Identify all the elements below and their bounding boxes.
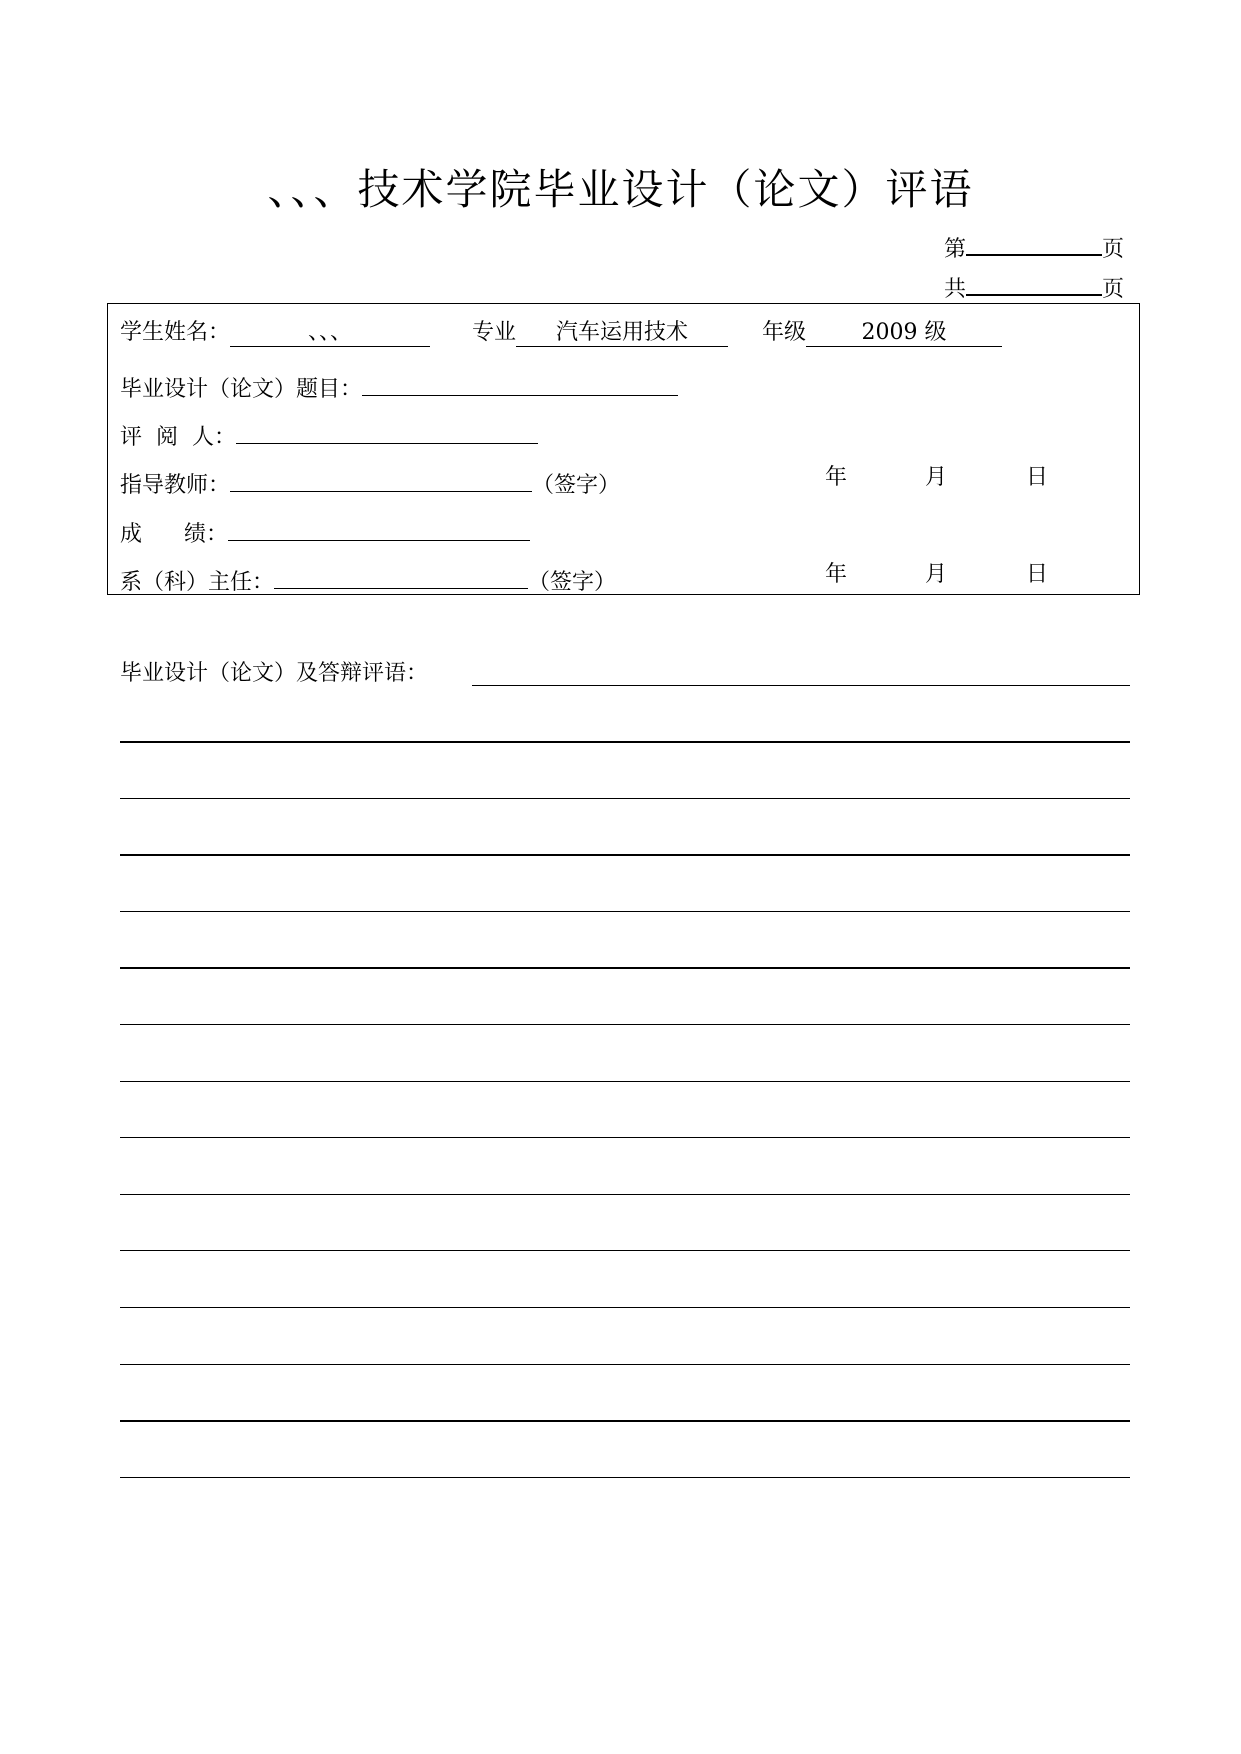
page-number [944, 232, 1124, 264]
comment-line[interactable] [120, 854, 1130, 856]
dept-month-label: 月 [925, 562, 948, 587]
comment-line[interactable] [120, 1420, 1130, 1422]
comments-label: 毕业设计（论文）及答辩评语： [120, 661, 429, 686]
grade-group [762, 318, 1002, 348]
comment-line[interactable] [120, 1250, 1130, 1251]
dept-head-label: 系（科）主任： [120, 570, 275, 595]
advisor-month-label: 月 [925, 465, 948, 490]
topic-row [120, 367, 678, 405]
dept-year-label: 年 [825, 562, 848, 587]
comment-line[interactable] [120, 1307, 1130, 1308]
dept-signature-label: （签字） [528, 570, 617, 595]
dept-head-field[interactable] [274, 560, 528, 589]
comment-line[interactable] [120, 1194, 1130, 1195]
major-label: 专业 [472, 320, 517, 345]
comment-line[interactable] [120, 967, 1130, 969]
page-total-suffix: 页 [1102, 277, 1125, 302]
student-label: 学生姓名： [120, 320, 231, 345]
page-total [944, 272, 1124, 304]
topic-label: 毕业设计（论文）题目： [120, 377, 363, 402]
student-field[interactable]: 、、、 [230, 318, 430, 347]
page-number-suffix: 页 [1102, 237, 1125, 262]
major-group [472, 318, 728, 348]
comment-line[interactable] [120, 1081, 1130, 1082]
reviewer-row [120, 415, 538, 453]
advisor-year-label: 年 [825, 465, 848, 490]
reviewer-field[interactable] [236, 415, 538, 444]
comments-first-line[interactable] [472, 685, 1130, 686]
topic-field[interactable] [362, 367, 678, 396]
page-total-field[interactable] [966, 272, 1102, 296]
comment-line[interactable] [120, 1364, 1130, 1365]
reviewer-label: 评 阅 人： [120, 425, 236, 450]
document-title: 、、、技术学院毕业设计（论文）评语 [267, 165, 974, 214]
advisor-label: 指导教师： [120, 473, 231, 498]
comment-line[interactable] [120, 1477, 1130, 1478]
dept-day-label: 日 [1026, 562, 1049, 587]
dept-head-row [120, 560, 616, 598]
score-label: 成 绩： [120, 522, 228, 547]
comment-line[interactable] [120, 1137, 1130, 1138]
grade-label: 年级 [762, 320, 807, 345]
comment-line[interactable] [120, 798, 1130, 799]
student-row [120, 318, 430, 348]
page-number-field[interactable] [966, 232, 1102, 256]
grade-field[interactable]: 2009 级 [806, 318, 1002, 347]
advisor-day-label: 日 [1026, 465, 1049, 490]
comment-line[interactable] [120, 911, 1130, 912]
advisor-field[interactable] [230, 463, 532, 492]
score-row [120, 512, 530, 550]
advisor-row [120, 463, 620, 501]
major-field[interactable]: 汽车运用技术 [516, 318, 728, 347]
page-number-prefix: 第 [944, 237, 967, 262]
comment-line[interactable] [120, 741, 1130, 743]
score-field[interactable] [228, 512, 530, 541]
advisor-signature-label: （签字） [532, 473, 621, 498]
page-total-prefix: 共 [944, 277, 967, 302]
comment-line[interactable] [120, 1024, 1130, 1025]
